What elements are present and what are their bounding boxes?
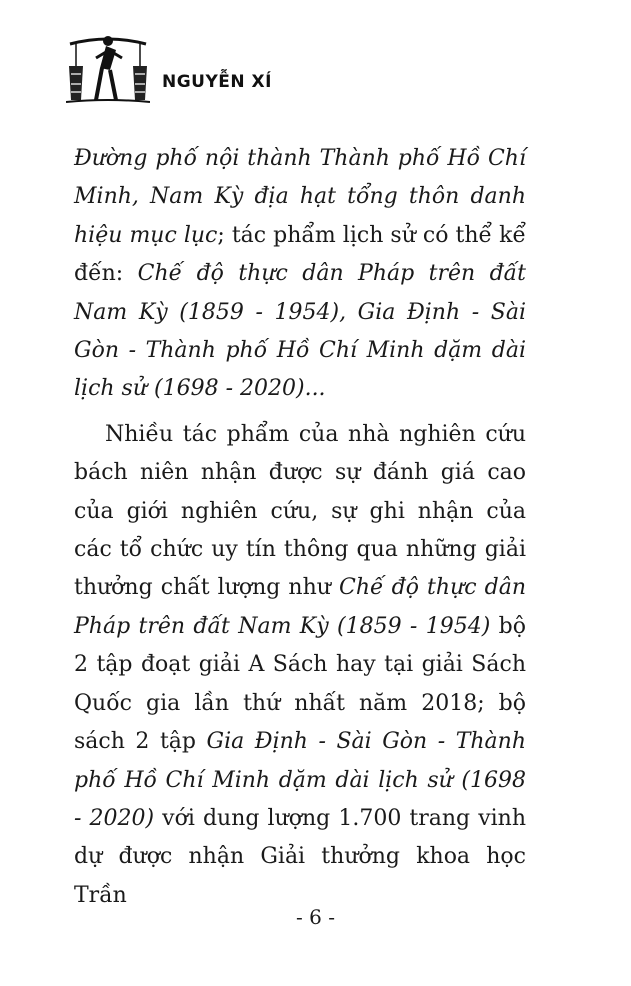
author-name: NGUYỄN XÍ — [162, 72, 272, 92]
text-span: bộ 2 tập đoạt giải A Sách hay tại giải Sách Quốc gia lần thứ nhất năm 2018; bộ sách 2 tập — [74, 613, 526, 755]
italic-span: Gia Định - Sài Gòn - Thành phố Hồ Chí Minh dặm dài lịch sử (1698 - 2020) — [74, 729, 526, 831]
porter-carrying-baskets-icon — [66, 28, 150, 106]
italic-span: Đường phố nội thành Thành phố Hồ Chí Minh, Nam Kỳ địa hạt tổng thôn danh hiệu mục lục — [74, 146, 526, 248]
italic-span: Chế độ thực dân Pháp trên đất Nam Kỳ (1859 - 1954), Gia Định - Sài Gòn - Thành phố Hồ Chí Minh dặm dài lịch sử (1698 - 2020)... — [74, 261, 526, 402]
paragraph-1 — [74, 140, 526, 409]
page-body — [74, 140, 526, 915]
page-number: - 6 - — [296, 905, 335, 929]
text-span: Nhiều tác phẩm của nhà nghiên cứu bách niên nhận được sự đánh giá cao của giới nghiên cứu, sự ghi nhận của các tổ chức uy tín thông qua những giải thưởng chất lượng như — [74, 421, 526, 601]
page-header — [66, 28, 566, 106]
italic-span: Chế độ thực dân Pháp trên đất Nam Kỳ (1859 - 1954) — [74, 575, 527, 639]
text-span: với dung lượng 1.700 trang vinh dự được nhận Giải thưởng khoa học Trần — [74, 805, 527, 908]
text-span: ; tác phẩm lịch sử có thể kể đến: — [74, 222, 526, 287]
paragraph-2 — [74, 416, 526, 915]
